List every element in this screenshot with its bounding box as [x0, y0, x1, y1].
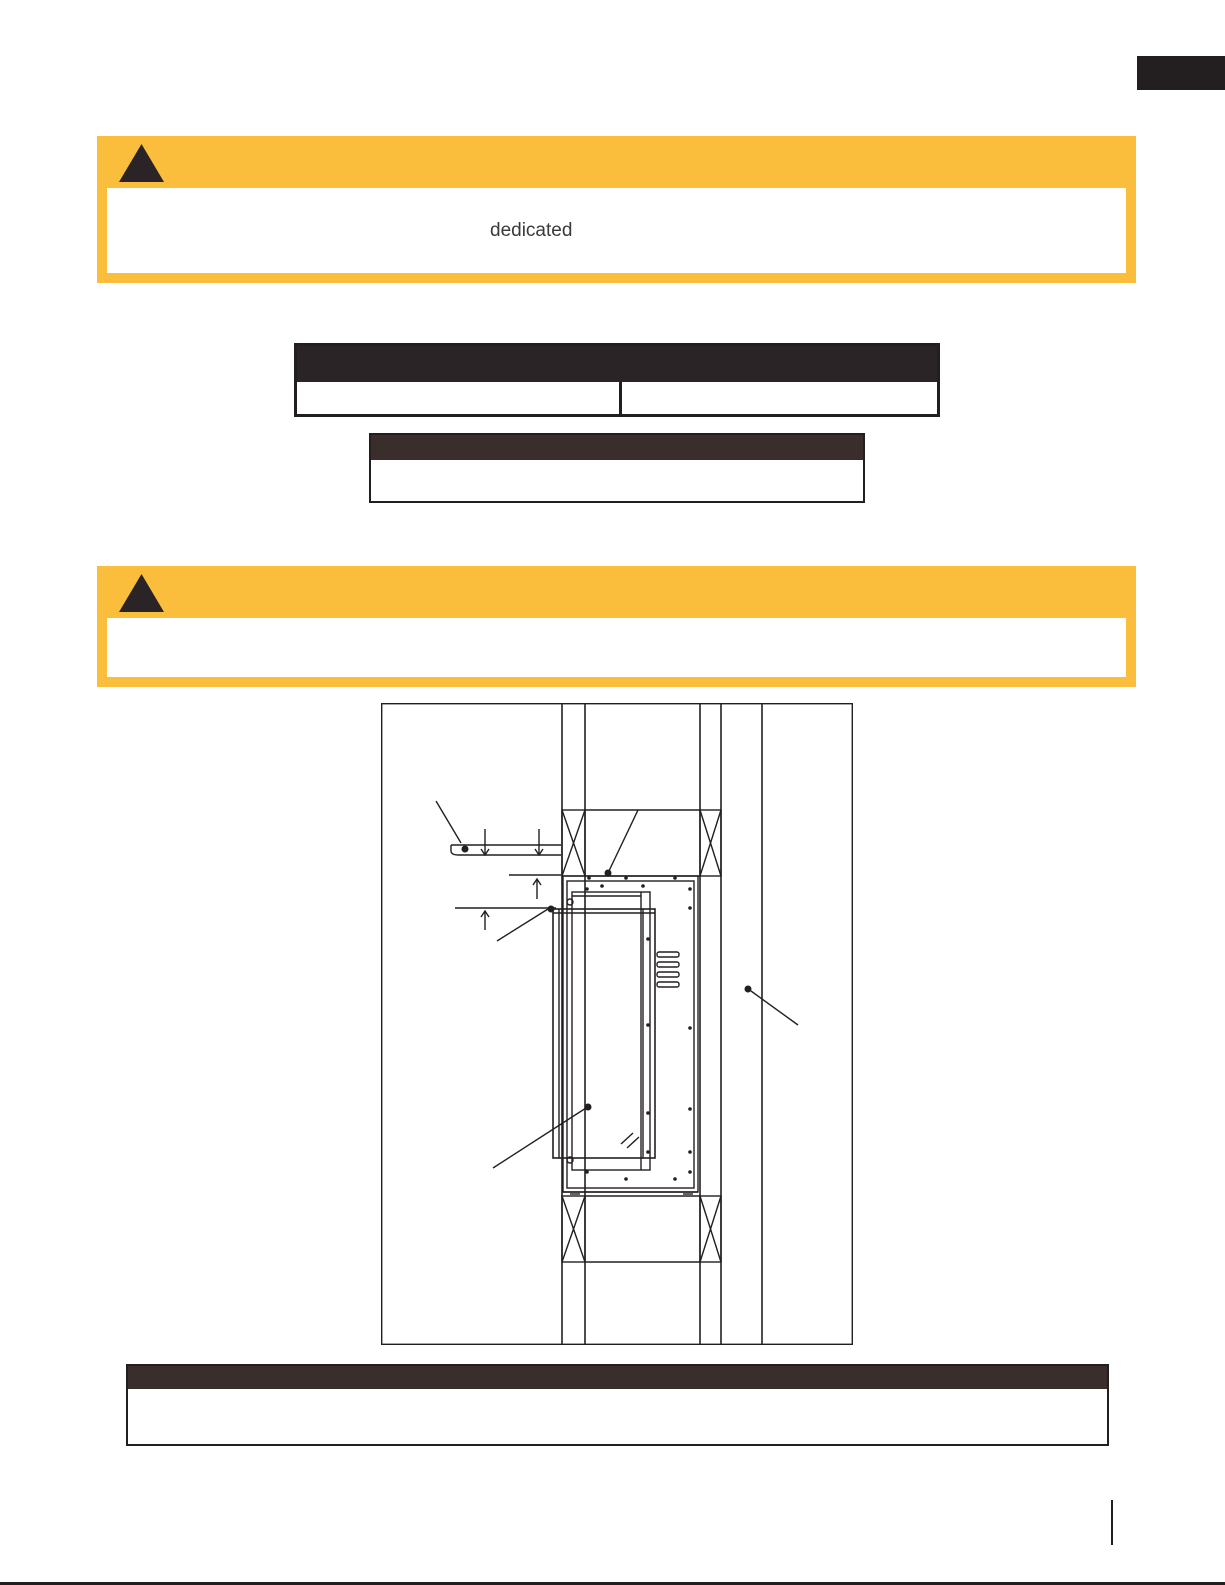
- vent-slot: [657, 972, 679, 977]
- diagram-frame: [382, 704, 853, 1345]
- page-number-divider: [1111, 1500, 1113, 1545]
- leader-line: [436, 801, 461, 843]
- warning-triangle-icon: [119, 144, 164, 182]
- note-header: [128, 1366, 1107, 1389]
- unit-glass-front: [553, 909, 655, 1158]
- chapter-side-tab: [1137, 56, 1225, 90]
- warning-header: [97, 566, 1136, 618]
- warning-box-middle: [97, 566, 1136, 687]
- spec-table-header: [297, 346, 937, 382]
- unit-inner-panel: [572, 892, 650, 1170]
- warning-header: [97, 136, 1136, 188]
- leader-line: [497, 909, 548, 941]
- spec-table: [294, 343, 940, 417]
- warning-triangle-icon: [119, 574, 164, 612]
- vent-slot: [657, 982, 679, 987]
- spec-table-cell-right: [622, 382, 937, 414]
- warning-body-text: dedicated: [490, 220, 573, 241]
- warning-body: [107, 188, 1126, 273]
- vent-slot: [657, 962, 679, 967]
- warning-box-top: [97, 136, 1136, 283]
- note-box: [126, 1364, 1109, 1446]
- vent-slot: [657, 952, 679, 957]
- info-table: [369, 433, 865, 503]
- leader-line: [608, 810, 638, 873]
- info-table-header: [371, 435, 863, 460]
- installation-diagram: [381, 703, 853, 1345]
- leader-line: [751, 991, 798, 1025]
- spec-table-cell-left: [297, 382, 622, 414]
- warning-body: [107, 618, 1126, 677]
